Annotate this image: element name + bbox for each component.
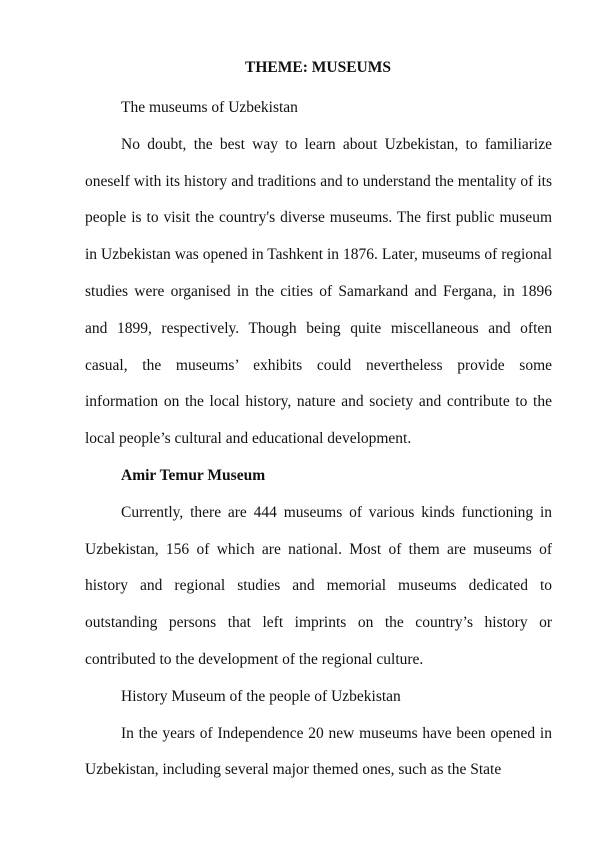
document-title: THEME: MUSEUMS <box>245 59 391 76</box>
paragraph-current-museums: Currently, there are 444 museums of various kinds functioning in Uzbekistan, 156 of which are national. Most of them are museums of history and regional studies and memorial museums dedicated to outstanding persons that left imprints on the country’s history or contributed to the development of the regional culture. <box>85 503 552 668</box>
subheading-amir-temur-museum: Amir Temur Museum <box>121 466 266 484</box>
paragraph-introduction: No doubt, the best way to learn about Uzbekistan, to familiarize oneself with its history and traditions and to understand the mentality of its people is to visit the country's diverse museums. The first public museum in Uzbekistan was opened in Tashkent in 1876. Later, museums of regional studies were organised in the cities of Samarkand and Fergana, in 1896 and 1899, respectively. Though being quite miscellaneous and often casual, the museums’ exhibits could nevertheless provide some information on the local history, nature and society and contribute to the local people’s cultural and educational development. <box>85 135 552 448</box>
paragraph-independence-museums: In the years of Independence 20 new museums have been opened in Uzbekistan, including several major themed ones, such as the State <box>85 724 552 779</box>
document-body <box>85 90 552 789</box>
subheading-history-museum: History Museum of the people of Uzbekistan <box>121 687 401 705</box>
subheading-museums-of-uzbekistan: The museums of Uzbekistan <box>121 99 298 116</box>
